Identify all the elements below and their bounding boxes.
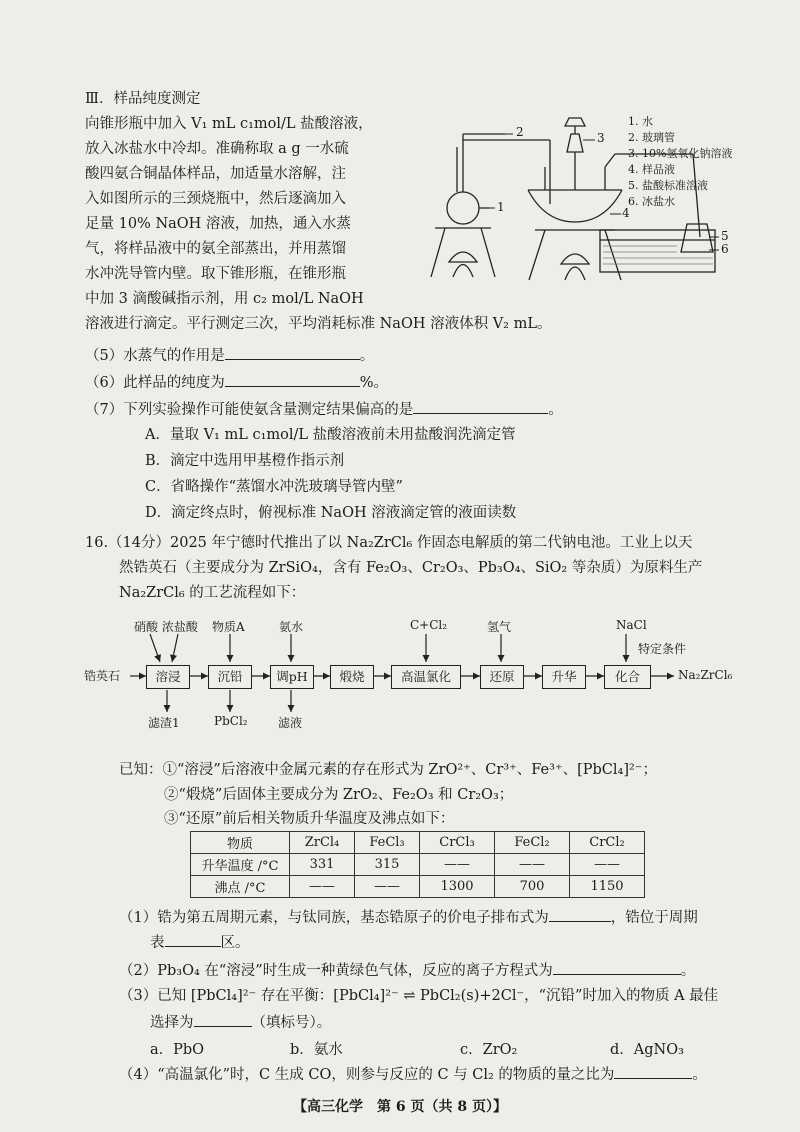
answer-blank[interactable] [165,930,221,947]
flow-step-leaching: 溶浸 [146,665,190,689]
distillation-apparatus-figure [425,112,725,302]
paragraph-line: 中加 3 滴酸碱指示剂，用 c₂ mol/L NaOH [85,291,364,307]
option-b: B．滴定中选用甲基橙作指示剂 [145,453,345,469]
option-d: d．AgNO₃ [610,1042,684,1058]
flow-step-reduction: 还原 [480,665,524,689]
legend-item: 2. 玻璃管 [628,131,675,144]
flow-output: 滤液 [278,716,303,730]
question-3: （3）已知 [PbCl₄]²⁻ 存在平衡：[PbCl₄]²⁻ ⇌ PbCl₂(s)+2Cl⁻，“沉铅”时加入的物质 A 最佳 [119,988,719,1004]
paragraph-line: 向锥形瓶中加入 V₁ mL c₁mol/L 盐酸溶液， [85,116,373,132]
answer-blank[interactable] [225,370,360,387]
paragraph-line: 水冲洗导管内壁。取下锥形瓶，在锥形瓶 [85,266,346,282]
answer-blank[interactable] [413,397,548,414]
answer-blank[interactable] [553,958,681,975]
legend-item: 6. 冰盐水 [628,195,675,208]
question-1-cont: 表 区。 [150,930,250,954]
flow-step-sublimation: 升华 [542,665,586,689]
legend-item: 3. 10%氢氧化钠溶液 [628,147,733,160]
apparatus-label: 5 [721,229,729,243]
apparatus-label: 4 [622,206,630,220]
flow-condition: 特定条件 [638,642,687,656]
answer-blank[interactable] [614,1062,692,1079]
option-b: b．氨水 [290,1042,343,1058]
flow-product: Na₂ZrCl₆ [678,668,733,682]
option-a: A．量取 V₁ mL c₁mol/L 盐酸溶液前未用盐酸润洗滴定管 [145,427,516,443]
flow-input: 氢气 [487,620,512,634]
page-footer: 【高三化学 第 6 页（共 8 页）】 [293,1099,507,1115]
known-3: ③“还原”前后相关物质升华温度及沸点如下： [164,811,455,827]
q16-intro: 16.（14分）2025 年宁德时代推出了以 Na₂ZrCl₆ 作固态电解质的第二代钠电池。工业上以天 [85,535,693,551]
flow-step-calcination: 煅烧 [330,665,374,689]
paragraph-line: 足量 10% NaOH 溶液，加热，通入水蒸 [85,216,351,232]
flow-input: C+Cl₂ [410,618,448,632]
question-7: （7）下列实验操作可能使氨含量测定结果偏高的是 。 [85,397,563,421]
question-2: （2）Pb₃O₄ 在“溶浸”时生成一种黄绿色气体，反应的离子方程式为 。 [119,958,695,982]
paragraph-line: 入如图所示的三颈烧瓶中，然后逐滴加入 [85,191,346,207]
paragraph-line: 酸四氨合铜晶体样品，加适量水溶解，注 [85,166,346,182]
flow-step-lead-precipitation: 沉铅 [208,665,252,689]
question-1: （1）锆为第五周期元素，与钛同族，基态锆原子的价电子排布式为 ，锆位于周期 [119,905,698,929]
legend-item: 4. 样品液 [628,163,675,176]
legend-item: 1. 水 [628,115,653,128]
apparatus-label: 6 [721,242,729,256]
apparatus-label: 1 [497,200,505,214]
answer-blank[interactable] [549,905,611,922]
paragraph-line: 放入冰盐水中冷却。准确称取 a g 一水硫 [85,141,349,157]
flow-output: 滤渣1 [148,716,180,730]
q16-intro: 然锆英石（主要成分为 ZrSiO₄，含有 Fe₂O₃、Cr₂O₃、Pb₃O₄、SiO₂ 等杂质）为原料生产 [119,560,703,576]
section-heading: Ⅲ．样品纯度测定 [85,91,201,107]
paragraph-line: 气，将样品液中的氨全部蒸出，并用蒸馏 [85,241,346,257]
property-table [190,831,645,898]
option-d: D．滴定终点时，俯视标准 NaOH 溶液滴定管的液面读数 [145,505,517,521]
legend-item: 5. 盐酸标准溶液 [628,179,708,192]
apparatus-label: 3 [597,131,605,145]
table-row: 沸点 /°C —— —— 1300 700 1150 [191,876,645,898]
q16-intro: Na₂ZrCl₆ 的工艺流程如下： [119,585,306,601]
paragraph-line: 溶液进行滴定。平行测定三次，平均消耗标准 NaOH 溶液体积 V₂ mL。 [85,316,552,332]
flow-start: 锆英石 [84,669,121,683]
answer-blank[interactable] [225,343,360,360]
flow-input: NaCl [616,618,647,632]
table-row: 升华温度 /°C 331 315 —— —— —— [191,854,645,876]
flow-step-combination: 化合 [604,665,651,689]
question-4: （4）“高温氯化”时，C 生成 CO，则参与反应的 C 与 Cl₂ 的物质的量之比为 。 [119,1062,707,1086]
apparatus-label: 2 [516,125,524,139]
known-2: ②“煅烧”后固体主要成分为 ZrO₂、Fe₂O₃ 和 Cr₂O₃； [164,787,514,803]
option-c: c．ZrO₂ [460,1042,518,1058]
answer-blank[interactable] [194,1010,252,1027]
table-header-row: 物质 ZrCl₄ FeCl₃ CrCl₃ FeCl₂ CrCl₂ [191,832,645,854]
option-a: a．PbO [150,1042,205,1058]
question-3-cont: 选择为 （填标号）。 [150,1010,331,1034]
option-c: C．省略操作“蒸馏水冲洗玻璃导管内壁” [145,479,403,495]
question-6: （6）此样品的纯度为 %。 [85,370,388,394]
known-1: 已知：①“溶浸”后溶液中金属元素的存在形式为 ZrO²⁺、Cr³⁺、Fe³⁺、[PbCl₄]²⁻； [119,762,657,778]
flow-input: 物质A [212,620,245,634]
question-5: （5）水蒸气的作用是 。 [85,343,374,367]
flow-input: 氨水 [279,620,304,634]
flow-step-chlorination: 高温氯化 [391,665,461,689]
flow-step-adjust-ph: 调pH [270,665,314,689]
flow-input: 硝酸 浓盐酸 [134,620,198,634]
flow-output: PbCl₂ [214,714,248,728]
